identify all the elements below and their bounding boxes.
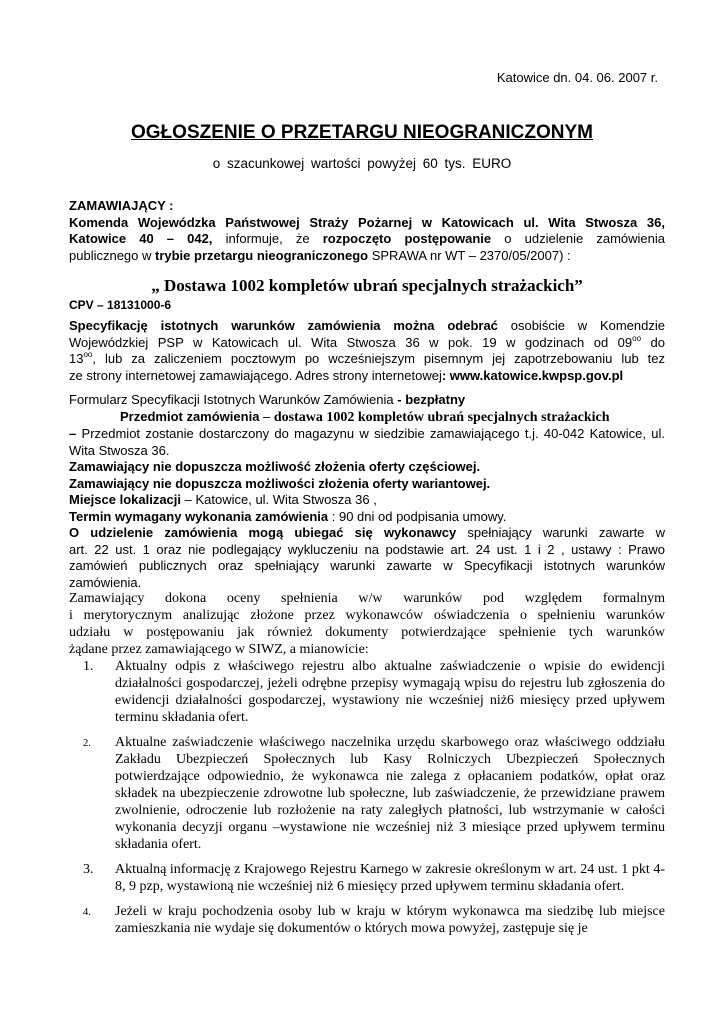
form-section: Formularz Specyfikacji Istotnych Warunków Zamówienia - bezpłatny Przedmiot zamówienia – dostawa 1002 kompletów ubrań specjalnych strażackich – Przedmiot zostanie dostarczony do magazynu w siedzibie zamawiającego t.j. 40-042 Katowice, ul. Wita Stwosza 36. Zamawiający nie dopuszcza możliwość złożenia oferty częściowej. Zamawiający nie dopuszcza możliwości złożenia oferty wariantowej. Miejsce lokalizacji – Katowice, ul. Wita Stwosza 36 , Termin wymagany wykonania zamówienia : 90 dni od podpisania umowy. O udzielenie zamówienia mogą ubiegać się wykonawcy spełniający warunki zawarte w art. 22 ust. 1 oraz nie podlegający wykluczeniu na podstawie art. 24 ust. 1 i 2 , ustawy : Prawo zamówień publicznych oraz spełniający warunki zawarte w Specyfikacji istotnych warunków zamówienia. — [69, 392, 665, 590]
website-url: : www.katowice.kwpsp.gov.pl — [441, 367, 624, 383]
evaluation-section: Zamawiający dokona oceny spełnienia w/w warunków pod względem formalnym i merytorycznym analizując złożone przez wykonawców oświadczenia o spełnieniu warunków udziału w postępowaniu jak również dokumenty potwierdzające spełnienie tych warunków żądane przez zamawiającego w SIWZ, a mianowicie: — [69, 591, 665, 657]
partial-offer-note: Zamawiający nie dopuszcza możliwość złożenia oferty częściowej. — [69, 459, 481, 474]
document-date: Katowice dn. 04. 06. 2007 r. — [496, 70, 658, 85]
orderer-section — [69, 198, 665, 264]
subject-line: Przedmiot zamówienia – dostawa 1002 kompletów ubrań specjalnych strażackich — [120, 408, 610, 425]
subject-heading: „ Dostawa 1002 kompletów ubrań specjalnych strażackich” — [151, 276, 583, 295]
list-item: 2. Aktualne zaświadczenie właściwego naczelnika urzędu skarbowego oraz właściwego oddziału Zakładu Ubezpieczeń Społecznych lub Kasy Rolniczych Ubezpieczeń Społecznych potwierdzające odpowiednio, że wykonawca nie zalega z opłacaniem podatków, opłat oraz składek na ubezpieczenie zdrowotne lub społeczne, lub zaświadczenie, że przewidziane prawem zwolnienie, odroczenie lub rozłożenie na raty zaległych płatności, lub wstrzymanie w całości wykonania decyzji organu –wystawione nie wcześniej niż 3 miesiące przed upływem terminu składania ofert. — [83, 735, 665, 852]
spec-section: Specyfikację istotnych warunków zamówienia można odebrać osobiście w Komendzie Wojewódzkiej PSP w Katowicach ul. Wita Stwosza 36 w pok. 19 w godzinach od $09^{oo}$ do $13^{oo}$, lub za zaliczeniem pocztowym po wcześniejszym pisemnym jej zapotrzebowaniu lub tez ze strony internetowej zamawiającego. Adres strony internetowej: www.katowice.kwpsp.gov.pl — [69, 318, 666, 383]
orderer-name: Komenda Wojewódzka Państwowej Straży Pożarnej w Katowicach ul. Wita Stwosza 36, — [69, 214, 665, 230]
orderer-label: ZAMAWIAJĄCY : — [69, 198, 174, 213]
document-title: OGŁOSZENIE O PRZETARGU NIEOGRANICZONYM — [131, 122, 593, 143]
orderer-line-3: publicznego w trybie przetargu nieograniczonego SPRAWA nr WT – 2370/05/2007) : — [69, 247, 571, 263]
list-item: 1. Aktualny odpis z właściwego rejestru albo aktualne zaświadczenie o wpisie do ewidencji działalności gospodarczej, jeżeli odrębne przepisy wymagają wpisu do rejestru lub zgłoszenia do ewidencji działalności gospodarczej, wystawiony nie wcześniej niż6 miesięcy przed upływem terminu składania ofert. — [83, 659, 665, 725]
requirements-list — [69, 658, 665, 945]
orderer-line-2: Katowice 40 – 042, informuje, że rozpoczęto postępowanie o udzielenie zamówienia — [69, 231, 665, 246]
document-subtitle: o szacunkowej wartości powyżej 60 tys. EURO — [212, 156, 512, 171]
list-item: 3. Aktualną informację z Krajowego Rejestru Karnego w zakresie określonym w art. 24 ust. 1 pkt 4-8, 9 pzp, wystawioną nie wcześniej niż 6 miesięcy przed upływem terminu składania ofert. — [83, 862, 665, 894]
variant-offer-note: Zamawiający nie dopuszcza możliwości złożenia oferty wariantowej. — [69, 475, 491, 491]
cpv-code: CPV – 18131000-6 — [69, 298, 172, 312]
list-item: 4. Jeżeli w kraju pochodzenia osoby lub w kraju w którym wykonawca ma siedzibę lub miejsce zamieszkania nie wydaje się dokumentów o których mowa powyżej, zastępuje się je — [83, 904, 665, 936]
